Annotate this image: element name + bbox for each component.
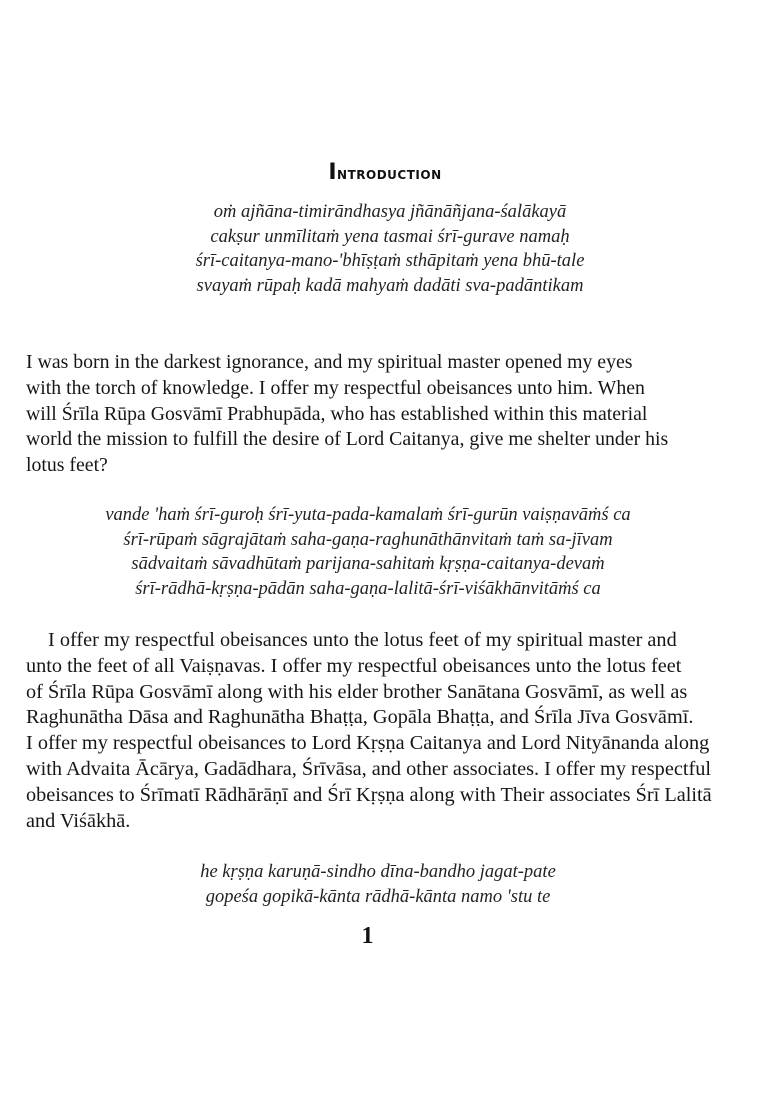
chapter-title-rest: ntroduction — [337, 164, 442, 184]
verse-line: śrī-rādhā-kṛṣṇa-pādān saha-gaṇa-lalitā-śrī-viśākhānvitāṁś ca — [135, 578, 601, 599]
verse-line: oṁ ajñāna-timirāndhasya jñānāñjana-śalākayā — [213, 202, 567, 222]
page-number: 1 — [361, 923, 374, 949]
verse-line: vande 'haṁ śrī-guroḥ śrī-yuta-pada-kamalaṁ śrī-gurūn vaiṣṇavāṁś ca — [105, 505, 631, 525]
chapter-title — [0, 160, 770, 185]
paragraph-line: and Viśākhā. — [26, 809, 131, 832]
verse-line: gopeśa gopikā-kānta rādhā-kānta namo 'stu te — [205, 886, 551, 907]
paragraph-line: I was born in the darkest ignorance, and my spiritual master opened my eyes — [26, 351, 633, 373]
paragraph-line: Raghunātha Dāsa and Raghunātha Bhaṭṭa, Gopāla Bhaṭṭa, and Śrīla Jīva Gosvāmī. — [26, 706, 694, 729]
paragraph-line: unto the feet of all Vaiṣṇavas. I offer my respectful obeisances unto the lotus feet — [26, 654, 682, 677]
verse-line: sādvaitaṁ sāvadhūtaṁ parijana-sahitaṁ kṛṣṇa-caitanya-devaṁ — [131, 554, 605, 574]
verse-block-2 — [0, 503, 758, 601]
verse-block-1 — [0, 200, 780, 298]
verse-block-3 — [0, 860, 768, 909]
paragraph-line: world the mission to fulfill the desire of Lord Caitanya, give me shelter under his — [26, 428, 669, 451]
paragraph-line: I offer my respectful obeisances to Lord Kṛṣṇa Caitanya and Lord Nityānanda along — [26, 732, 710, 755]
paragraph-line: will Śrīla Rūpa Gosvāmī Prabhupāda, who has established within this material — [26, 402, 648, 425]
paragraph-2 — [26, 628, 766, 834]
paragraph-line: of Śrīla Rūpa Gosvāmī along with his elder brother Sanātana Gosvāmī, as well as — [26, 680, 688, 703]
paragraph-line: I offer my respectful obeisances unto the lotus feet of my spiritual master and — [48, 629, 677, 651]
chapter-title-initial: I — [328, 160, 338, 185]
verse-line: śrī-rūpaṁ sāgrajātaṁ saha-gaṇa-raghunāthānvitaṁ taṁ sa-jīvam — [123, 529, 613, 550]
paragraph-1 — [26, 350, 766, 479]
verse-line: he kṛṣṇa karuṇā-sindho dīna-bandho jagat-pate — [200, 862, 556, 882]
verse-line: cakṣur unmīlitaṁ yena tasmai śrī-gurave namaḥ — [210, 226, 570, 247]
paragraph-line: with Advaita Ācārya, Gadādhara, Śrīvāsa, and other associates. I offer my respectful — [26, 757, 711, 780]
verse-line: śrī-caitanya-mano-'bhīṣṭaṁ sthāpitaṁ yena bhū-tale — [195, 251, 585, 271]
verse-line: svayaṁ rūpaḥ kadā mahyaṁ dadāti sva-padāntikam — [196, 275, 584, 296]
paragraph-line: obeisances to Śrīmatī Rādhārāṇī and Śrī Kṛṣṇa along with Their associates Śrī Lalitā — [26, 783, 712, 806]
paragraph-line: with the torch of knowledge. I offer my respectful obeisances unto him. When — [26, 376, 645, 399]
paragraph-line: lotus feet? — [26, 454, 108, 477]
